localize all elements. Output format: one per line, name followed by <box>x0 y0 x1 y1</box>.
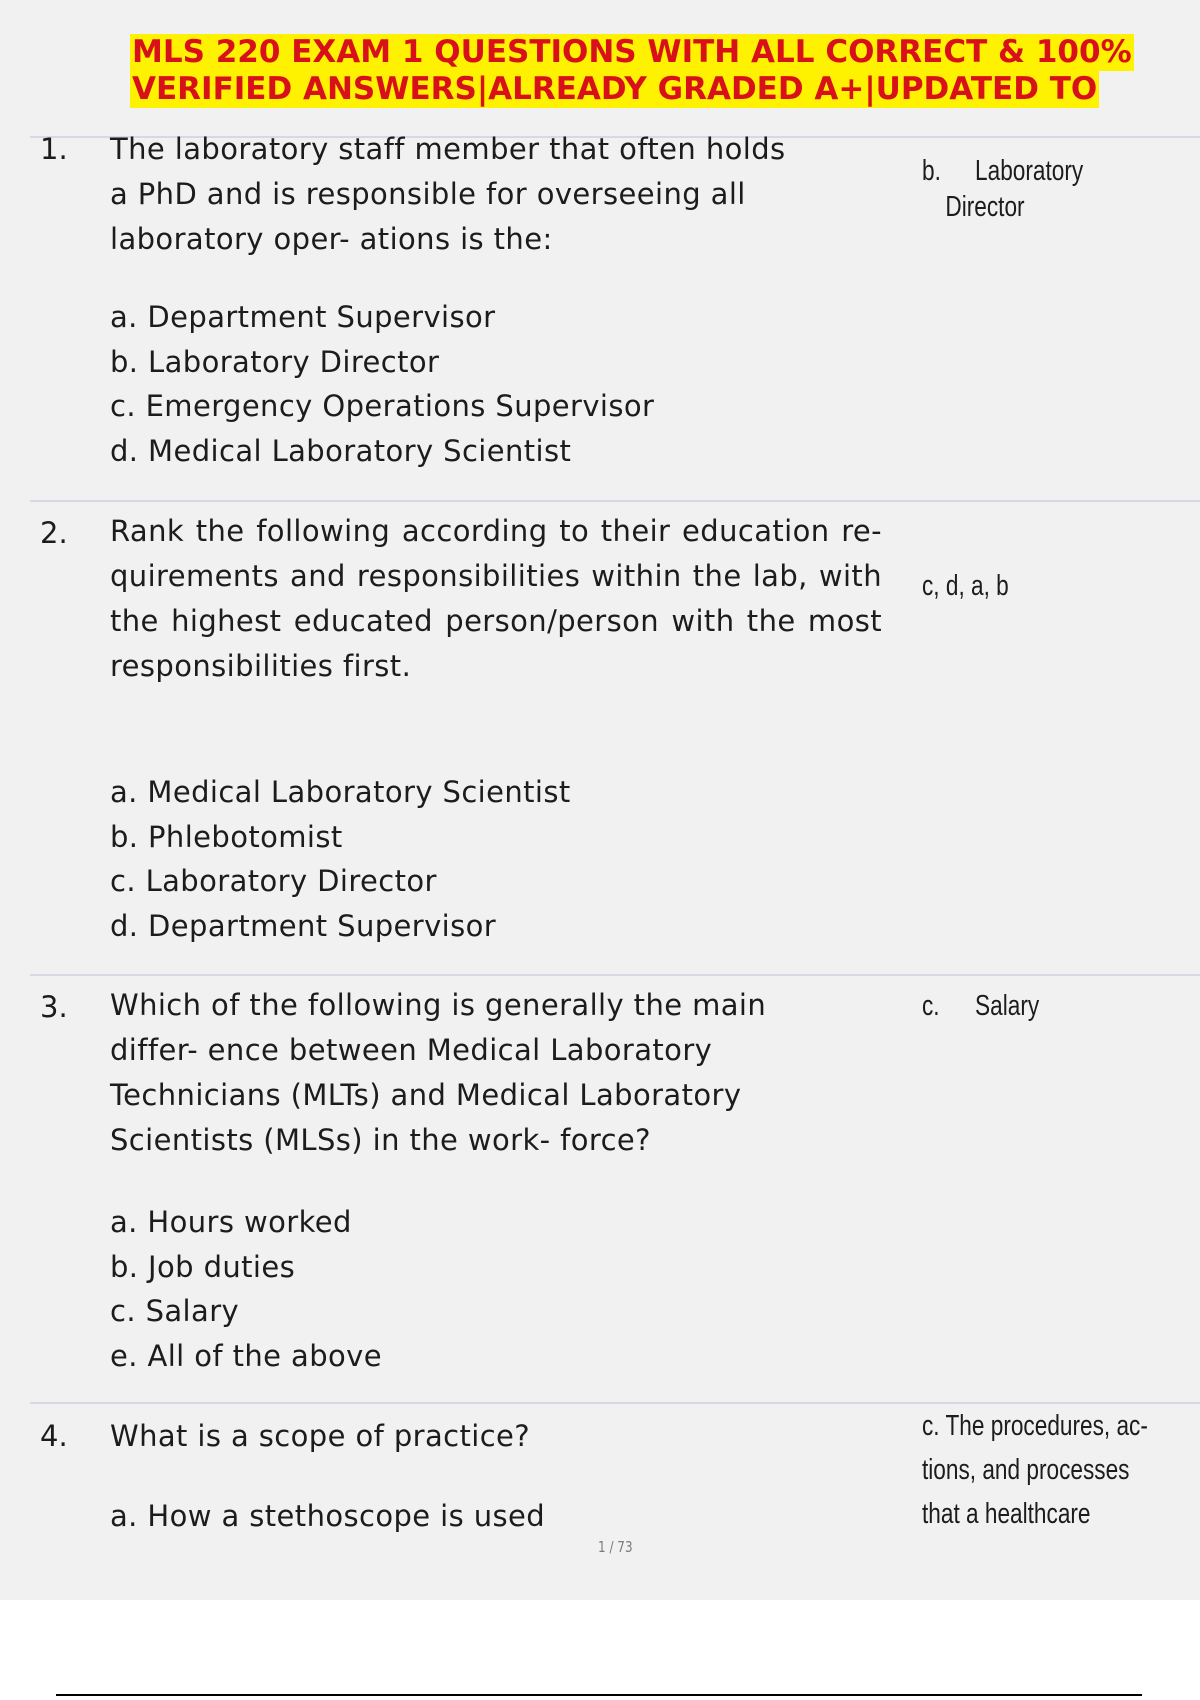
option-item: b. Phlebotomist <box>110 819 343 854</box>
question-4-text: What is a scope of practice? <box>110 1419 531 1453</box>
answer-letter: b. <box>922 155 941 187</box>
question-3-answer <box>922 988 1039 1024</box>
option-item: b. Laboratory Director <box>110 344 440 379</box>
option-item: b. Job duties <box>110 1249 296 1284</box>
question-2-options <box>110 770 571 948</box>
question-2-text: Rank the following according to their education re- quirements and responsibilities within the lab, with the highest educated person/person with the most responsibilities first. <box>110 514 882 683</box>
question-1-text-line: laboratory oper- ations is the: <box>110 222 553 256</box>
question-4-number: 4. <box>40 1419 68 1453</box>
question-3-number: 3. <box>40 990 68 1024</box>
option-item: c. Salary <box>110 1294 240 1328</box>
question-3-text-line: Technicians (MLTs) and Medical Laboratory <box>110 1078 742 1112</box>
answer-text-line: tions, and processes <box>922 1454 1130 1486</box>
question-4-options <box>110 1494 545 1539</box>
question-3-text-line: differ- ence between Medical Laboratory <box>110 1033 713 1067</box>
divider-2 <box>30 500 1200 502</box>
footer-rule <box>56 1694 1142 1696</box>
question-1-text-line: The laboratory staff member that often holds <box>110 132 786 166</box>
question-1-number: 1. <box>40 132 68 166</box>
question-3-text-line: Which of the following is generally the main <box>110 988 767 1022</box>
document-title <box>130 34 1180 108</box>
option-item: c. Emergency Operations Supervisor <box>110 389 655 423</box>
divider-3 <box>30 974 1200 976</box>
page-number: 1 / 73 <box>598 1538 633 1556</box>
answer-text-line: Laboratory <box>975 155 1084 187</box>
title-line-2: VERIFIED ANSWERS|ALREADY GRADED A+|UPDATED TO <box>132 71 1098 107</box>
answer-text-line: Director <box>945 191 1025 223</box>
question-3-text-line: Scientists (MLSs) in the work- force? <box>110 1123 651 1157</box>
option-item: d. Medical Laboratory Scientist <box>110 433 572 468</box>
question-2-answer: c, d, a, b <box>922 570 1009 602</box>
question-1-answer <box>922 153 1083 225</box>
answer-text: Salary <box>975 990 1040 1022</box>
answer-text-line: c. The procedures, ac- <box>922 1410 1148 1442</box>
question-3-options <box>110 1200 382 1378</box>
question-1-text-line: a PhD and is responsible for overseeing all <box>110 177 746 211</box>
answer-letter: c. <box>922 990 940 1022</box>
option-item: d. Department Supervisor <box>110 908 497 943</box>
question-4-answer <box>922 1404 1148 1536</box>
option-item: e. All of the above <box>110 1338 382 1373</box>
option-item: a. Hours worked <box>110 1205 352 1239</box>
question-2-number: 2. <box>40 516 68 550</box>
question-1-options <box>110 295 654 473</box>
question-3-text <box>110 983 882 1163</box>
question-1-text <box>110 127 882 262</box>
answer-text-line: that a healthcare <box>922 1498 1091 1530</box>
option-item: a. Medical Laboratory Scientist <box>110 775 571 809</box>
option-item: a. Department Supervisor <box>110 300 496 334</box>
option-item: c. Laboratory Director <box>110 864 437 898</box>
title-line-1: MLS 220 EXAM 1 QUESTIONS WITH ALL CORRECT & 100% <box>132 34 1132 70</box>
option-item: a. How a stethoscope is used <box>110 1499 546 1533</box>
